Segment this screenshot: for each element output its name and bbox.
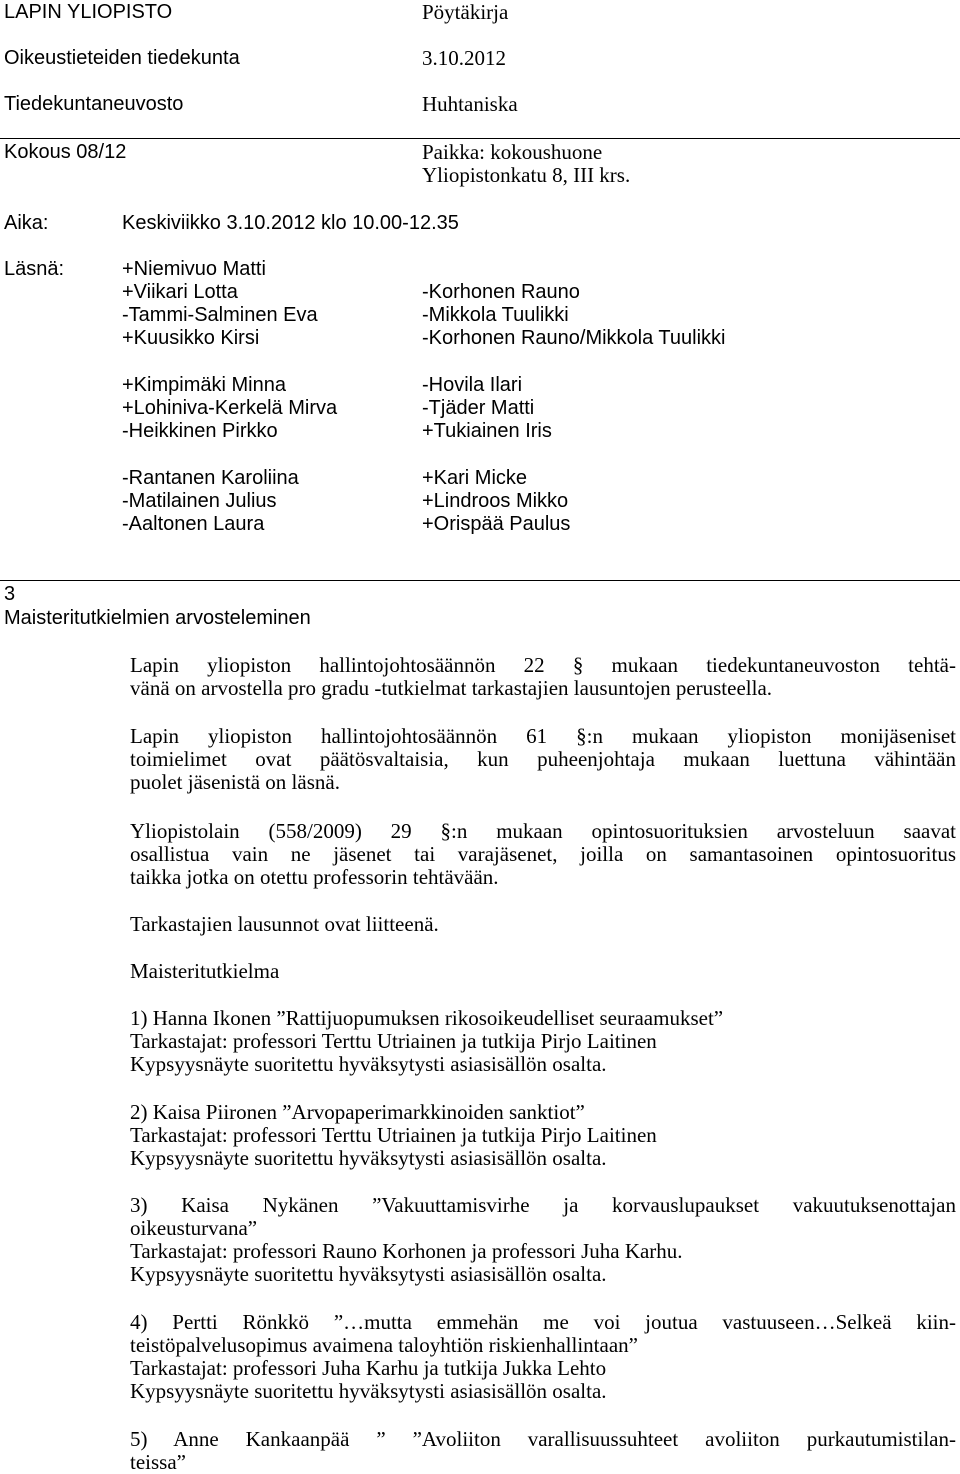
thesis-maturity: Kypsyysnäyte suoritettu hyväksytysti asiasisällön osalta. xyxy=(130,1379,607,1403)
meeting-place: Paikka: kokoushuone xyxy=(422,140,603,164)
thesis-title: 1) Hanna Ikonen ”Rattijuopumuksen rikosoikeudelliset seuraamukset” xyxy=(130,1006,724,1030)
attendee-left: +Viikari Lotta xyxy=(122,281,238,303)
thesis-title: teistöpalvelusopimus avaimena taloyhtiön riskienhallintaan” xyxy=(130,1333,638,1357)
attendee-right: +Tukiainen Iris xyxy=(422,420,552,442)
meeting-address: Yliopistonkatu 8, III krs. xyxy=(422,163,631,187)
thesis-examiners: Tarkastajat: professori Terttu Utriainen ja tutkija Pirjo Laitinen xyxy=(130,1123,657,1147)
paragraph-line: vänä on arvostella pro gradu -tutkielmat tarkastajien lausuntojen perusteella. xyxy=(130,676,773,700)
thesis-title: 4) Pertti Rönkkö ”…mutta emmehän me voi joutua vastuuseen…Selkeä kiin- xyxy=(130,1310,956,1334)
paragraph-line: Maisteritutkielma xyxy=(130,959,280,983)
paragraph-rules-61 xyxy=(130,725,956,794)
meeting-number: Kokous 08/12 xyxy=(4,141,127,163)
paragraph-line: Tarkastajien lausunnot ovat liitteenä. xyxy=(130,912,439,936)
attendee-left: -Aaltonen Laura xyxy=(122,513,265,535)
section-title: Maisteritutkielmien arvosteleminen xyxy=(4,607,311,629)
thesis-examiners: Tarkastajat: professori Terttu Utriainen ja tutkija Pirjo Laitinen xyxy=(130,1029,657,1053)
thesis-examiners: Tarkastajat: professori Rauno Korhonen ja professori Juha Karhu. xyxy=(130,1239,683,1263)
thesis-examiners: Tarkastajat: professori Juha Karhu ja tutkija Jukka Lehto xyxy=(130,1356,607,1380)
paragraph-rules-22 xyxy=(130,654,956,700)
paragraph-line: Yliopistolain (558/2009) 29 §:n mukaan opintosuorituksien arvosteluun saavat xyxy=(130,819,956,843)
attendee-left: -Rantanen Karoliina xyxy=(122,467,299,489)
thesis-title: 5) Anne Kankaanpää ” ”Avoliiton varallisuussuhteet avoliiton purkautumistilan- xyxy=(130,1427,956,1451)
paragraph-line: osallistua vain ne jäsenet tai varajäsenet, joilla on samantasoinen opintosuoritus xyxy=(130,842,956,866)
attendance-label: Läsnä: xyxy=(4,258,65,280)
time-value: Keskiviikko 3.10.2012 klo 10.00-12.35 xyxy=(122,212,459,234)
attendee-right: +Kari Micke xyxy=(422,467,528,489)
thesis-entry-1 xyxy=(130,1007,956,1076)
council-name: Tiedekuntaneuvosto xyxy=(4,93,184,115)
attendee-right: -Mikkola Tuulikki xyxy=(422,304,569,326)
attendee-left: +Kimpimäki Minna xyxy=(122,374,286,396)
header-rule xyxy=(0,138,960,139)
paragraph-university-act xyxy=(130,820,956,889)
paragraph-statements xyxy=(130,913,956,936)
thesis-maturity: Kypsyysnäyte suoritettu hyväksytysti asiasisällön osalta. xyxy=(130,1052,607,1076)
thesis-title: oikeusturvana” xyxy=(130,1216,258,1240)
attendee-right: -Korhonen Rauno/Mikkola Tuulikki xyxy=(422,327,726,349)
time-label: Aika: xyxy=(4,212,49,234)
attendee-right: +Orispää Paulus xyxy=(422,513,571,535)
meeting-date: 3.10.2012 xyxy=(422,46,506,70)
attendee-right: -Hovila Ilari xyxy=(422,374,523,396)
thesis-entry-2 xyxy=(130,1101,956,1170)
thesis-maturity: Kypsyysnäyte suoritettu hyväksytysti asiasisällön osalta. xyxy=(130,1146,607,1170)
attendee-left: +Niemivuo Matti xyxy=(122,258,266,280)
attendee-left: -Heikkinen Pirkko xyxy=(122,420,278,442)
section-number: 3 xyxy=(4,583,16,605)
paragraph-thesis-heading xyxy=(130,960,956,983)
paragraph-line: toimielimet ovat päätösvaltaisia, kun puheenjohtaja mukaan luettuna vähintään xyxy=(130,747,956,771)
attendee-left: -Matilainen Julius xyxy=(122,490,277,512)
attendee-right: -Korhonen Rauno xyxy=(422,281,580,303)
thesis-entry-3 xyxy=(130,1194,956,1286)
thesis-maturity: Kypsyysnäyte suoritettu hyväksytysti asiasisällön osalta. xyxy=(130,1262,607,1286)
paragraph-line: Lapin yliopiston hallintojohtosäännön 61 §:n mukaan yliopiston monijäseniset xyxy=(130,724,956,748)
attendee-left: +Lohiniva-Kerkelä Mirva xyxy=(122,397,338,419)
document-type: Pöytäkirja xyxy=(422,0,509,24)
thesis-entry-5 xyxy=(130,1428,956,1474)
faculty-name: Oikeustieteiden tiedekunta xyxy=(4,47,240,69)
attendee-left: +Kuusikko Kirsi xyxy=(122,327,260,349)
thesis-title: teissa” xyxy=(130,1450,186,1474)
paragraph-line: Lapin yliopiston hallintojohtosäännön 22 § mukaan tiedekuntaneuvoston tehtä- xyxy=(130,653,956,677)
attendee-right: +Lindroos Mikko xyxy=(422,490,569,512)
section-rule xyxy=(0,580,960,581)
paragraph-line: taikka jotka on otettu professorin tehtävään. xyxy=(130,865,499,889)
signer-name: Huhtaniska xyxy=(422,92,518,116)
paragraph-line: puolet jäsenistä on läsnä. xyxy=(130,770,340,794)
university-name: LAPIN YLIOPISTO xyxy=(4,1,173,23)
attendee-left: -Tammi-Salminen Eva xyxy=(122,304,318,326)
thesis-entry-4 xyxy=(130,1311,956,1403)
attendee-right: -Tjäder Matti xyxy=(422,397,535,419)
thesis-title: 3) Kaisa Nykänen ”Vakuuttamisvirhe ja korvauslupaukset vakuutuksenottajan xyxy=(130,1193,956,1217)
thesis-title: 2) Kaisa Piironen ”Arvopaperimarkkinoiden sanktiot” xyxy=(130,1100,585,1124)
